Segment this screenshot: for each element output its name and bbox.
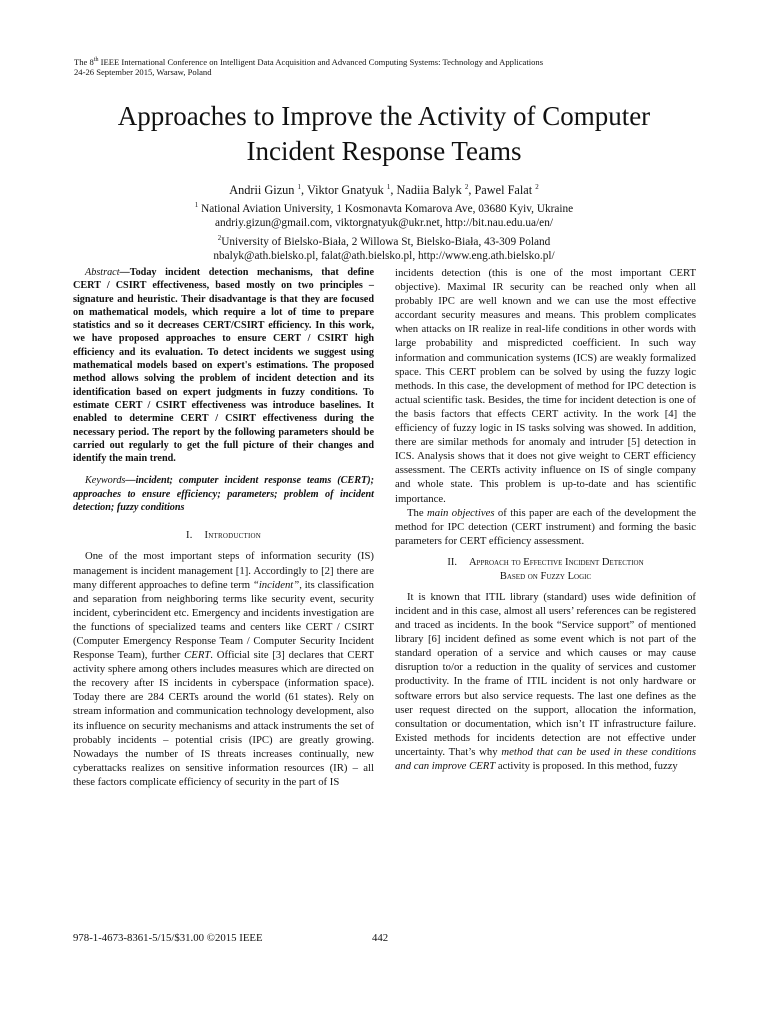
- title-line-1: Approaches to Improve the Activity of Computer: [117, 101, 651, 131]
- section-2-heading: [395, 556, 696, 584]
- right-column: [395, 266, 696, 773]
- intro-text-c: . Official site [3] declares that CERT activity sphere among others includes measures which are directed on the recovery after IS incidents in cyberspace (information space). Today there are 284 CERTs around the world (61 states). Rely on stream information and communication technology development, also its influence on security mechanisms and attack instruments the set of probably incidents – potential crisis (IPC) are greatly growing. Nowadays the number of IS threats increases continually, new cyberattacks realizes on sensitive information resources (IR) – all these factors complicate efficiency of security in the part of IS: [73, 649, 374, 788]
- conference-line-2: 24-26 September 2015, Warsaw, Poland: [74, 67, 212, 78]
- abstract: [73, 266, 374, 465]
- title-line-2: Incident Response Teams: [246, 136, 522, 166]
- author-block: [74, 180, 694, 264]
- section-2-title-1: Approach to Effective Incident Detection: [468, 556, 644, 568]
- objectives-text-a: The: [407, 506, 428, 519]
- author-4-affiliation-mark: 2: [535, 183, 539, 191]
- author-1-affiliation-mark: 1: [297, 183, 302, 191]
- affiliation-2-text: University of Bielsko-Biała, 2 Willowa St, Bielsko-Biała, 43-309 Poland: [221, 235, 551, 248]
- conference-header: [74, 55, 694, 78]
- affiliation-1-text: National Aviation University, 1 Kosmonavta Komarova Ave, 03680 Kyiv, Ukraine: [198, 202, 574, 215]
- section-1-number: I.: [186, 530, 193, 542]
- section-2-title-2: Based on Fuzzy Logic: [499, 570, 592, 582]
- page-number: 442: [372, 932, 389, 944]
- conference-line-1: [74, 55, 694, 67]
- intro-text-a: One of the most important steps of information security (IS) management is incident management [1]. Accordingly to [2] there are many different approaches to define term: [73, 550, 374, 591]
- affiliation-1-mark: 1: [194, 201, 199, 210]
- section-2-emphasis: method that can be used in these conditions and can improve CERT: [395, 745, 697, 772]
- objectives-emphasis: main objectives: [427, 506, 495, 519]
- copyright-footer: 978-1-4673-8361-5/15/$31.00 ©2015 IEEE: [73, 932, 263, 944]
- author-3-affiliation-mark: 2: [464, 183, 469, 191]
- author-1: Andrii Gizun: [229, 183, 295, 198]
- affiliation-2: [74, 231, 694, 249]
- section-2-paragraph: [395, 590, 696, 773]
- conference-edition: The 8: [74, 56, 94, 67]
- objectives-text-b: of this paper are each of the development the method for IPC detection (CERT instrument) and forming the basic parameters for CERT efficiency assessment.: [395, 506, 696, 547]
- keywords-label: Keywords: [85, 475, 126, 487]
- abstract-label: Abstract: [85, 267, 120, 278]
- paper-title: [40, 99, 728, 169]
- section-1-title: Introduction: [204, 530, 261, 542]
- abstract-text: —Today incident detection mechanisms, that define CERT / CSIRT effectiveness, based mostly on two principles – signature and heuristic. Their disadvantage is that they are focused on mathematical models, which require a lot of time to prepare statistics and so it decreases CERT/CSIRT efficiency. In this work, we have proposed approaches to ensure CERT / CSIRT high efficiency and its evaluation. To detect incidents we suggest using mathematical models based on expert's estimations. The proposed method allows solving the problem of incident detection and its identification based on expert judgments in fuzzy conditions. To estimate CERT / CSIRT effectiveness was introduce baselines. It enabled to determine CERT / CSIRT effectiveness during the necessary period. The report by the following parameters should be carried out regularly to get the full picture of their changes and identify the main trend.: [73, 267, 374, 465]
- keywords-text: —incident; computer incident response teams (CERT); approaches to ensure efficiency; parameters; problem of incident detection; fuzzy conditions: [73, 475, 374, 514]
- author-4: Pawel Falat: [474, 183, 533, 198]
- intro-term-cert: CERT: [184, 649, 211, 662]
- section-2-heading-line-1: [395, 556, 696, 570]
- affiliation-2-mark: 2: [217, 234, 222, 243]
- author-names: Andrii Gizun $^1$, Viktor Gnatyuk $^1$, Nadiia Balyk $^2$, Pawel Falat $^2$: [229, 183, 539, 198]
- author-2: Viktor Gnatyuk: [306, 183, 384, 198]
- keywords: [73, 474, 374, 514]
- conference-edition-suffix: th: [93, 57, 99, 63]
- author-2-affiliation-mark: 1: [386, 183, 391, 191]
- section-2-number: II.: [447, 556, 457, 568]
- objectives-paragraph: [395, 506, 696, 548]
- intro-text-b: , its classification and separation from neighboring terms like security event, security incident, cyberincident etc. Emergency and incidents investigation are the functions of specialized teams and centers like CERT / CSIRT (Computer Emergency Response Team / Computer Security Incident Response Team), further: [73, 578, 374, 662]
- left-column: [73, 266, 374, 789]
- affiliation-1: [74, 198, 694, 216]
- intro-continuation: incidents detection (this is one of the most important CERT objective). Maximal IR security can be reached only when all probably IPC are well known and we can use the most effective accordant security measures and means. This problem complicates when attacks on IR realize in real-life conditions in other words with large probability and mispredicted coefficient. In such way information and communication systems (ICS) are weakly formalized space. This CERT problem can be solved by using the fuzzy logic methods. In this case, the development of method for IPC detection is actual scientific task. Besides, the time for incident detection is one of the basis factors that effects CERT activity. In the work [4] the efficiency of fuzzy logic in IS tasks solving was showed. In addition, there are similar methods for anomaly and intruder [5] detection in ICS. Analysis shows that it does not give weight to CERT efficiency assessment. The CERTs activity influence on IS of single company and whole state. This problem is up-to-date and has scientific importance.: [395, 267, 696, 505]
- intro-term-incident: “incident”: [252, 578, 300, 591]
- section-1-heading: [73, 529, 374, 543]
- author-3: Nadiia Balyk: [396, 183, 462, 198]
- section-2-text-a: It is known that ITIL library (standard) uses wide definition of incident and in this case, almost all users’ references can be registered and traced as incidents. In the book “Service support” of mentioned library [6] incident defined as some event which is not part of the standard operation of a service and which causes or may cause disruption to/or a reduction in the quality of services and customer productivity. In the frame of ITIL incident is not only hardware or software errors but also service requests. The last one defines as the user request directed on the support, allocation the information, consultation or documentation, which isn’t IT infrastructure failure. Existed methods for incidents detection are not effective under uncertainty. That’s why: [395, 590, 696, 758]
- affiliation-2-contact: nbalyk@ath.bielsko.pl, falat@ath.bielsko.pl, http://www.eng.ath.bielsko.pl/: [213, 250, 555, 263]
- conference-name: IEEE International Conference on Intelligent Data Acquisition and Advanced Computing Systems: Technology and Applications: [98, 56, 544, 67]
- introduction-paragraph: [73, 549, 374, 789]
- section-2-text-b: activity is proposed. In this method, fuzzy: [495, 760, 678, 772]
- affiliation-1-contact: andriy.gizun@gmail.com, viktorgnatyuk@ukr.net, http://bit.nau.edu.ua/en/: [214, 217, 553, 230]
